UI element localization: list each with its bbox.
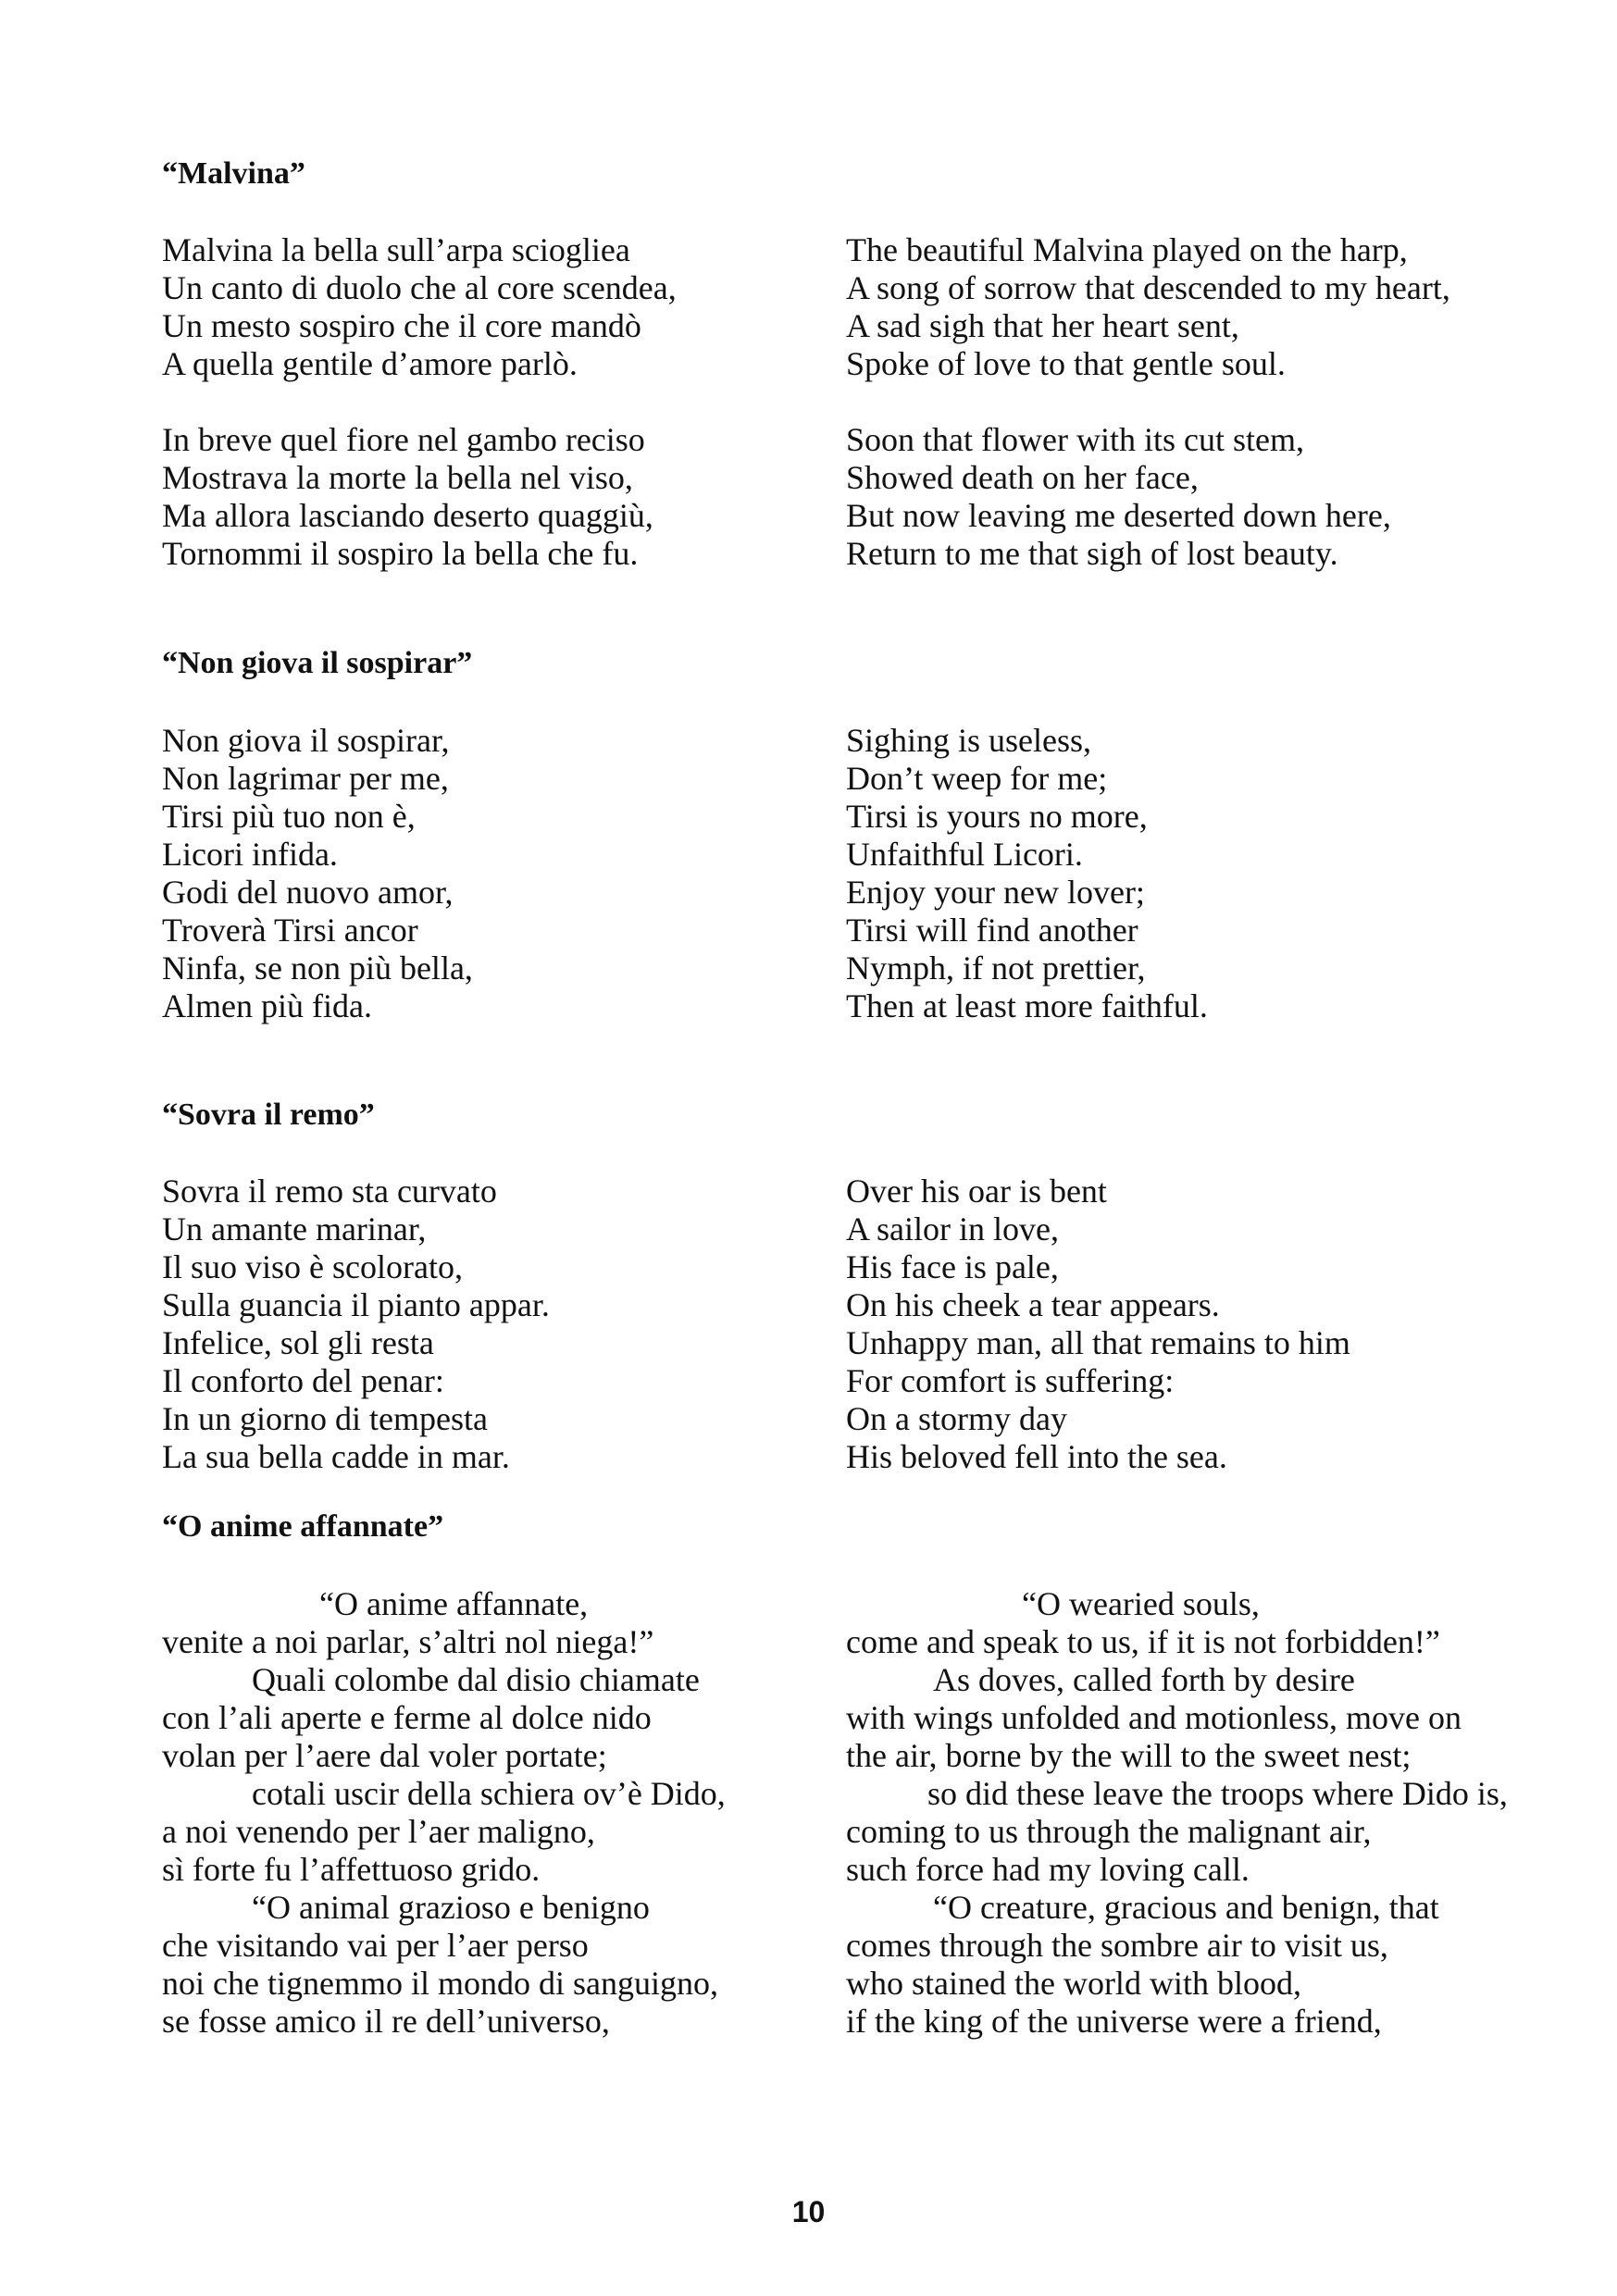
verse-line: Tirsi will find another (846, 912, 1138, 949)
verse-line: Unhappy man, all that remains to him (846, 1324, 1350, 1361)
verse-line: As doves, called forth by desire (933, 1661, 1355, 1698)
verse-line: Tirsi più tuo non è, (162, 798, 416, 835)
verse-line: “O animal grazioso e benigno (252, 1889, 650, 1926)
verse-line: Ma allora lasciando deserto quaggiù, (162, 497, 653, 534)
verse-line: Sovra il remo sta curvato (162, 1173, 497, 1210)
verse-line: Un amante marinar, (162, 1210, 427, 1247)
verse-line: Un mesto sospiro che il core mandò (162, 307, 641, 344)
verse-line: A quella gentile d’amore parlò. (162, 345, 578, 382)
verse-line: On his cheek a tear appears. (846, 1286, 1220, 1323)
verse-line: La sua bella cadde in mar. (162, 1438, 510, 1475)
verse-line: Return to me that sigh of lost beauty. (846, 535, 1338, 572)
italian-stanza (162, 722, 473, 1025)
verse-line: His face is pale, (846, 1248, 1059, 1285)
verse-line: Non giova il sospirar, (162, 722, 450, 759)
english-stanza (846, 421, 1391, 573)
verse-line: Nymph, if not prettier, (846, 949, 1146, 987)
verse-line: coming to us through the malignant air, (846, 1813, 1372, 1850)
verse-line: His beloved fell into the sea. (846, 1438, 1227, 1475)
song-title-malvina: “Malvina” (162, 156, 305, 191)
verse-line: comes through the sombre air to visit us, (846, 1927, 1388, 1964)
verse-line: On a stormy day (846, 1400, 1067, 1437)
verse-line: volan per l’aere dal voler portate; (162, 1737, 607, 1774)
verse-line: Then at least more faithful. (846, 987, 1208, 1024)
verse-line: sì forte fu l’affettuoso grido. (162, 1851, 541, 1888)
english-stanza (846, 231, 1450, 383)
verse-line: such force had my loving call. (846, 1851, 1250, 1888)
verse-line: venite a noi parlar, s’altri nol niega!” (162, 1623, 654, 1660)
english-stanza (846, 1173, 1350, 1476)
verse-line: with wings unfolded and motionless, move on (846, 1699, 1462, 1736)
verse-line: noi che tignemmo il mondo di sanguigno, (162, 1965, 718, 2002)
verse-line: A sad sigh that her heart sent, (846, 307, 1239, 344)
verse-line: Don’t weep for me; (846, 760, 1108, 797)
verse-line: se fosse amico il re dell’universo, (162, 2003, 610, 2040)
italian-stanza (162, 421, 653, 573)
verse-line: Il suo viso è scolorato, (162, 1248, 463, 1285)
verse-line: Licori infida. (162, 836, 338, 873)
verse-line: Il conforto del penar: (162, 1362, 444, 1399)
verse-line: A song of sorrow that descended to my heart, (846, 269, 1450, 306)
verse-line: “O wearied souls, (1022, 1585, 1260, 1622)
italian-stanza (162, 1585, 726, 2041)
verse-line: Malvina la bella sull’arpa sciogliea (162, 231, 630, 268)
verse-line: come and speak to us, if it is not forbidden!” (846, 1623, 1440, 1660)
verse-line: For comfort is suffering: (846, 1362, 1175, 1399)
italian-stanza (162, 1173, 550, 1476)
verse-line: Sighing is useless, (846, 722, 1092, 759)
verse-line: Showed death on her face, (846, 459, 1199, 496)
verse-line: Sulla guancia il pianto appar. (162, 1286, 550, 1323)
verse-line: a noi venendo per l’aer maligno, (162, 1813, 595, 1850)
verse-line: con l’ali aperte e ferme al dolce nido (162, 1699, 652, 1736)
verse-line: “O anime affannate, (319, 1585, 589, 1622)
verse-line: Quali colombe dal disio chiamate (252, 1661, 700, 1698)
english-stanza (846, 1585, 1508, 2041)
verse-line: che visitando vai per l’aer perso (162, 1927, 589, 1964)
verse-line: Un canto di duolo che al core scendea, (162, 269, 677, 306)
verse-line: Troverà Tirsi ancor (162, 912, 418, 949)
song-title-sovra-il-remo: “Sovra il remo” (162, 1098, 375, 1132)
verse-line: Enjoy your new lover; (846, 874, 1145, 911)
verse-line: Non lagrimar per me, (162, 760, 449, 797)
verse-line: Tornommi il sospiro la bella che fu. (162, 535, 639, 572)
verse-line: Mostrava la morte la bella nel viso, (162, 459, 633, 496)
verse-line: Ninfa, se non più bella, (162, 949, 473, 987)
verse-line: Over his oar is bent (846, 1173, 1107, 1210)
verse-line: Soon that flower with its cut stem, (846, 421, 1304, 458)
verse-line: cotali uscir della schiera ov’è Dido, (252, 1775, 726, 1812)
verse-line: Unfaithful Licori. (846, 836, 1083, 873)
song-title-o-anime-affannate: “O anime affannate” (162, 1509, 444, 1544)
verse-line: if the king of the universe were a friend, (846, 2003, 1382, 2040)
verse-line: “O creature, gracious and benign, that (933, 1889, 1439, 1926)
verse-line: The beautiful Malvina played on the harp, (846, 231, 1408, 268)
verse-line: Tirsi is yours no more, (846, 798, 1148, 835)
page-number: 10 (791, 2195, 826, 2228)
verse-line: Spoke of love to that gentle soul. (846, 345, 1286, 382)
verse-line: A sailor in love, (846, 1210, 1059, 1247)
verse-line: In un giorno di tempesta (162, 1400, 488, 1437)
verse-line: the air, borne by the will to the sweet nest; (846, 1737, 1412, 1774)
verse-line: Godi del nuovo amor, (162, 874, 454, 911)
italian-stanza (162, 231, 677, 383)
verse-line: who stained the world with blood, (846, 1965, 1301, 2002)
verse-line: Almen più fida. (162, 987, 372, 1024)
verse-line: so did these leave the troops where Dido is, (927, 1775, 1508, 1812)
song-title-non-giova: “Non giova il sospirar” (162, 646, 473, 680)
verse-line: In breve quel fiore nel gambo reciso (162, 421, 645, 458)
english-stanza (846, 722, 1208, 1025)
verse-line: But now leaving me deserted down here, (846, 497, 1391, 534)
verse-line: Infelice, sol gli resta (162, 1324, 434, 1361)
